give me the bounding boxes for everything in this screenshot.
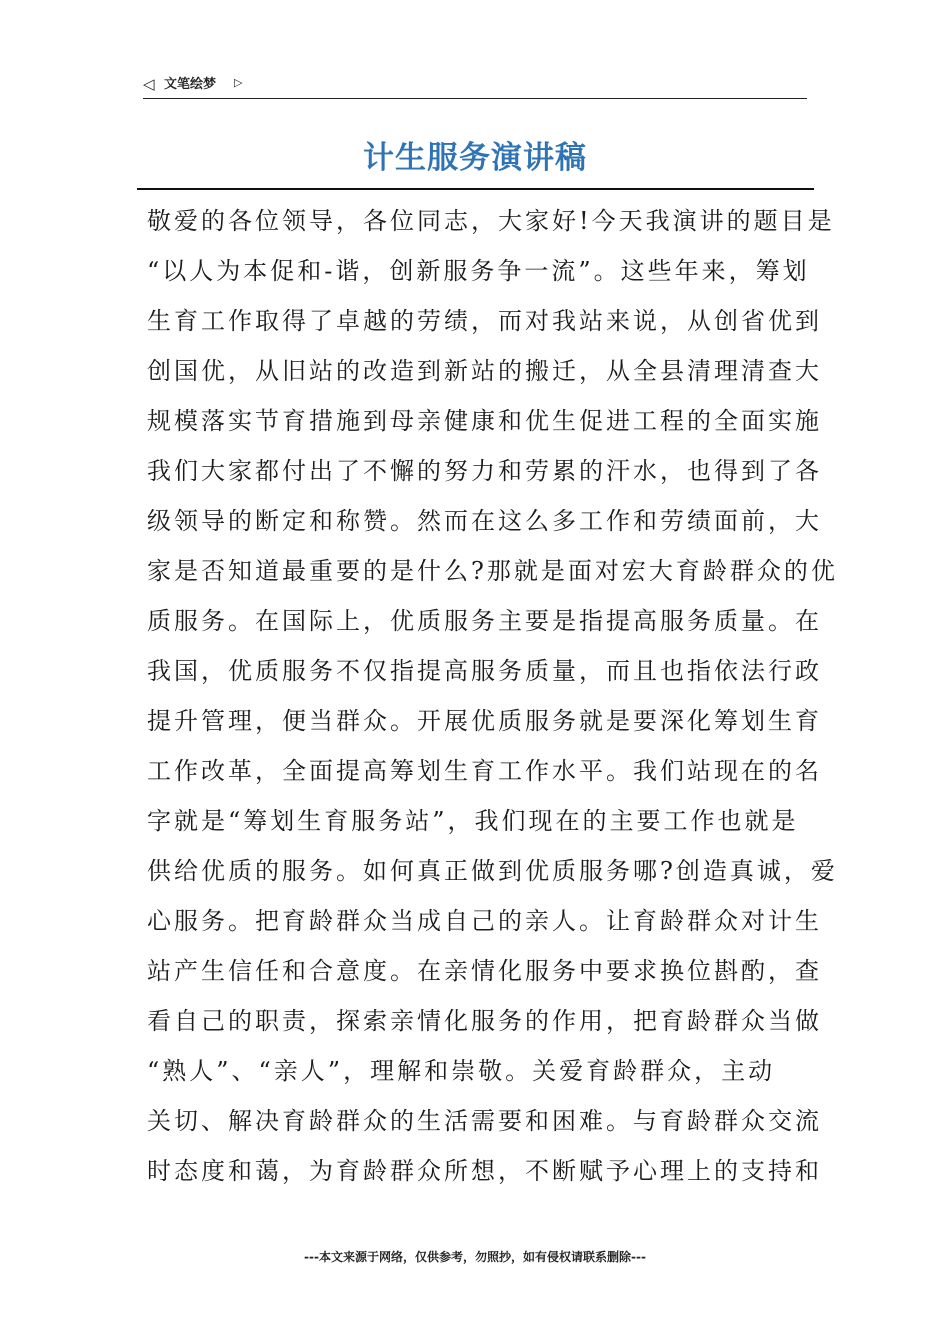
body-line: “以人为本促和-谐，创新服务争一流”。这些年来，筹划 [147,257,810,285]
body-line: 级领导的断定和称赞。然而在这么多工作和劳绩面前，大 [147,507,822,535]
body-line: “熟人”、“亲人”，理解和崇敬。关爱育龄群众，主动 [147,1057,776,1085]
header-brand: 文笔绘梦 [164,77,217,92]
body-line: 供给优质的服务。如何真正做到优质服务哪?创造真诚，爱 [147,857,838,885]
body-line: 创国优，从旧站的改造到新站的搬迁，从全县清理清查大 [147,357,822,385]
body-line: 生育工作取得了卓越的劳绩，而对我站来说，从创省优到 [147,307,822,335]
body-line: 我们大家都付出了不懈的努力和劳累的汗水，也得到了各 [147,457,822,485]
body-line: 敬爱的各位领导，各位同志，大家好!今天我演讲的题目是 [147,207,835,235]
body-line: 时态度和蔼，为育龄群众所想，不断赋予心理上的支持和 [147,1157,822,1185]
body-line: 质服务。在国际上，优质服务主要是指提高服务质量。在 [147,607,822,635]
header-divider [143,98,807,99]
body-line: 关切、解决育龄群众的生活需要和困难。与育龄群众交流 [147,1107,822,1135]
body-line: 工作改革，全面提高筹划生育工作水平。我们站现在的名 [147,757,822,785]
page-footer-disclaimer: ---本文来源于网络，仅供参考，勿照抄，如有侵权请联系删除--- [304,1250,646,1264]
right-triangle-icon: ▷ [234,76,243,89]
body-line: 站产生信任和合意度。在亲情化服务中要求换位斟酌，查 [147,957,822,985]
body-line: 家是否知道最重要的是什么?那就是面对宏大育龄群众的优 [147,557,838,585]
page-header [143,72,807,100]
body-line: 规模落实节育措施到母亲健康和优生促进工程的全面实施 [147,407,822,435]
document-title: 计生服务演讲稿 [363,140,587,176]
body-line: 心服务。把育龄群众当成自己的亲人。让育龄群众对计生 [147,907,822,935]
body-line: 看自己的职责，探索亲情化服务的作用，把育龄群众当做 [147,1007,822,1035]
body-line: 提升管理，便当群众。开展优质服务就是要深化筹划生育 [147,707,822,735]
speech-body [147,196,838,1196]
body-line: 字就是“筹划生育服务站”，我们现在的主要工作也就是 [147,807,799,835]
title-divider [137,188,814,190]
body-line: 我国，优质服务不仅指提高服务质量，而且也指依法行政 [147,657,822,685]
left-triangle-icon: ◁ [143,75,155,93]
